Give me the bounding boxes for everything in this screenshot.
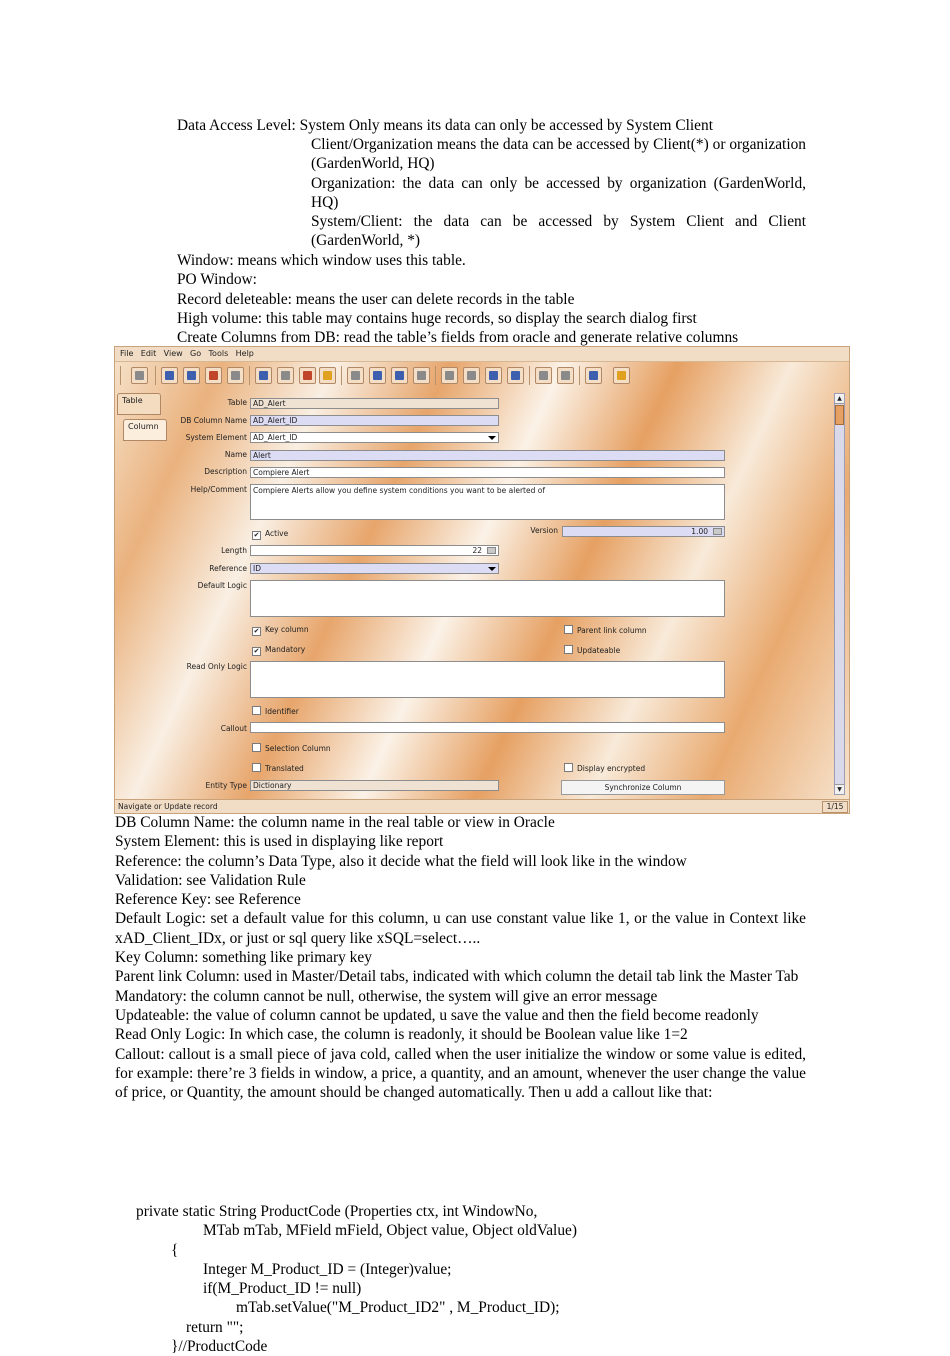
delete-icon[interactable] bbox=[205, 367, 222, 384]
text-line: Create Columns from DB: read the table’s fields from oracle and generate relative columns bbox=[177, 329, 739, 347]
text-line: Reference Key: see Reference bbox=[115, 891, 301, 909]
menu-tools[interactable]: Tools bbox=[208, 349, 229, 358]
reference-select[interactable]: ID bbox=[250, 563, 499, 574]
text-line: Window: means which window uses this table. bbox=[177, 252, 466, 269]
active-checkbox[interactable]: ✔ Active bbox=[253, 529, 289, 539]
data-access-item: System/Client: the data can be accessed by System Client and Client (GardenWorld, *) bbox=[311, 213, 806, 250]
key-column-line: Key Column: something like primary key bbox=[115, 949, 372, 967]
length-label: Length bbox=[221, 546, 247, 555]
attachment-icon[interactable] bbox=[299, 367, 316, 384]
save-icon[interactable] bbox=[227, 367, 244, 384]
read-only-logic-label: Read Only Logic bbox=[186, 662, 247, 671]
menu-bar bbox=[115, 347, 849, 362]
length-field[interactable]: 22 bbox=[250, 545, 499, 556]
parent-link-paragraph: Parent link Column: used in Master/Detail tabs, indicated with which column the detail tab link the Master Tab bbox=[115, 968, 799, 986]
text-line: High volume: this table may contains huge records, so display the search dialog first bbox=[177, 309, 697, 327]
detail-icon[interactable] bbox=[413, 367, 430, 384]
product-info-icon[interactable] bbox=[585, 367, 602, 384]
menu-go[interactable]: Go bbox=[190, 349, 202, 358]
scroll-down-icon[interactable]: ▼ bbox=[835, 784, 844, 794]
next-record-icon[interactable] bbox=[485, 367, 502, 384]
toolbar bbox=[117, 364, 845, 388]
find-icon[interactable] bbox=[277, 367, 294, 384]
undo-icon[interactable] bbox=[131, 367, 148, 384]
version-label: Version bbox=[530, 526, 558, 535]
table-field-descriptions bbox=[177, 251, 817, 347]
translated-checkbox[interactable]: Translated bbox=[252, 763, 304, 773]
grid-toggle-icon[interactable] bbox=[319, 367, 336, 384]
version-field[interactable]: 1.00 bbox=[562, 526, 725, 537]
last-record-icon[interactable] bbox=[507, 367, 524, 384]
reference-label: Reference bbox=[209, 564, 247, 573]
record-counter[interactable]: 1/15 bbox=[822, 801, 848, 813]
name-field[interactable]: Alert bbox=[250, 450, 725, 461]
selection-column-checkbox[interactable]: Selection Column bbox=[252, 743, 331, 753]
system-element-select[interactable]: AD_Alert_ID bbox=[250, 432, 499, 443]
table-field[interactable]: AD_Alert bbox=[250, 398, 499, 409]
callout-label: Callout bbox=[220, 724, 247, 733]
new-record-icon[interactable] bbox=[183, 367, 200, 384]
data-access-options bbox=[311, 135, 806, 251]
chevron-down-icon[interactable] bbox=[486, 565, 497, 572]
calculator-icon[interactable] bbox=[713, 528, 722, 535]
db-column-name-label: DB Column Name bbox=[180, 416, 247, 425]
menu-edit[interactable]: Edit bbox=[140, 349, 157, 358]
history-icon[interactable] bbox=[347, 367, 364, 384]
code-line: Integer M_Product_ID = (Integer)value; bbox=[203, 1260, 452, 1278]
description-field[interactable]: Compiere Alert bbox=[250, 467, 725, 478]
vertical-scrollbar[interactable] bbox=[834, 393, 845, 795]
help-icon[interactable] bbox=[161, 367, 178, 384]
read-only-logic-textarea[interactable] bbox=[250, 661, 725, 698]
default-logic-paragraph: Default Logic: set a default value for this column, u can use constant value like 1, or the value in Context like xAD_Client_IDx, or just or sql query like xSQL=select….. bbox=[115, 910, 806, 947]
callout-paragraph: Callout: callout is a small piece of java cold, called when the user initialize the window or some value is edited, for example: there’re 3 fields in window, a price, a quantity, and an amount, whenever the user change the value of price, or Quantity, the amount should be changed automatically. Then u add a callout like that: bbox=[115, 1045, 806, 1102]
code-line: { bbox=[171, 1241, 179, 1259]
identifier-checkbox[interactable]: Identifier bbox=[252, 706, 299, 716]
scroll-thumb[interactable] bbox=[835, 405, 844, 425]
data-access-item: Client/Organization means the data can be accessed by Client(*) or organization (GardenWorld, HQ) bbox=[311, 136, 806, 173]
column-window-screenshot bbox=[114, 346, 850, 814]
updateable-checkbox[interactable]: Updateable bbox=[564, 645, 620, 655]
check-icon: ✔ bbox=[253, 627, 260, 635]
calculator-icon[interactable] bbox=[487, 547, 496, 554]
menu-help[interactable]: Help bbox=[235, 349, 254, 358]
text-line: Reference: the column’s Data Type, also it decide what the field will look like in the window bbox=[115, 852, 687, 870]
updateable-paragraph: Updateable: the value of column cannot be updated, u save the value and then the field become readonly bbox=[115, 1006, 759, 1024]
code-sample bbox=[115, 1202, 815, 1356]
print-icon[interactable] bbox=[557, 367, 574, 384]
mandatory-line: Mandatory: the column cannot be null, otherwise, the system will give an error message bbox=[115, 987, 658, 1005]
code-line: MTab mTab, MField mField, Object value, Object oldValue) bbox=[203, 1222, 577, 1240]
tab-table[interactable]: Table bbox=[117, 393, 161, 415]
key-column-checkbox[interactable]: ✔ Key column bbox=[253, 625, 309, 635]
callout-field[interactable] bbox=[250, 722, 725, 733]
display-encrypted-checkbox[interactable]: Display encrypted bbox=[564, 763, 645, 773]
status-message: Navigate or Update record bbox=[118, 802, 218, 811]
check-icon: ✔ bbox=[253, 647, 260, 655]
first-record-icon[interactable] bbox=[441, 367, 458, 384]
home-icon[interactable] bbox=[369, 367, 386, 384]
parent-link-checkbox[interactable]: Parent link column bbox=[564, 625, 647, 635]
menu-view[interactable]: View bbox=[163, 349, 183, 358]
code-line: mTab.setValue("M_Product_ID2" , M_Product_ID); bbox=[236, 1299, 560, 1317]
exit-icon[interactable] bbox=[613, 367, 630, 384]
text-line: System Element: this is used in displaying like report bbox=[115, 833, 444, 851]
table-label: Table bbox=[227, 398, 247, 407]
code-line: private static String ProductCode (Properties ctx, int WindowNo, bbox=[136, 1203, 538, 1220]
text-line: DB Column Name: the column name in the real table or view in Oracle bbox=[115, 814, 555, 831]
tab-column[interactable]: Column bbox=[123, 419, 167, 441]
entity-type-field[interactable]: Dictionary bbox=[250, 780, 499, 791]
default-logic-textarea[interactable] bbox=[250, 580, 725, 617]
read-only-logic-line: Read Only Logic: In which case, the column is readonly, it should be Boolean value like 1=2 bbox=[115, 1026, 688, 1044]
previous-record-icon[interactable] bbox=[463, 367, 480, 384]
text-line: PO Window: bbox=[177, 271, 257, 289]
name-label: Name bbox=[224, 450, 247, 459]
data-access-item: Organization: the data can only be accessed by organization (GardenWorld, HQ) bbox=[311, 174, 806, 211]
chevron-down-icon[interactable] bbox=[486, 434, 497, 441]
mandatory-checkbox[interactable]: ✔ Mandatory bbox=[253, 645, 306, 655]
default-logic-label: Default Logic bbox=[197, 581, 247, 590]
text-line: Record deleteable: means the user can delete records in the table bbox=[177, 290, 575, 308]
report-icon[interactable] bbox=[535, 367, 552, 384]
system-element-label: System Element bbox=[185, 433, 247, 442]
status-bar bbox=[115, 799, 849, 813]
check-icon: ✔ bbox=[253, 531, 260, 539]
refresh-icon[interactable] bbox=[255, 367, 272, 384]
code-line: }//ProductCode bbox=[171, 1338, 268, 1356]
parent-icon[interactable] bbox=[391, 367, 408, 384]
db-column-name-field[interactable]: AD_Alert_ID bbox=[250, 415, 499, 426]
description-label: Description bbox=[204, 467, 247, 476]
code-line: return ""; bbox=[186, 1318, 244, 1336]
help-textarea[interactable]: Compiere Alerts allow you define system conditions you want to be alerted of bbox=[250, 484, 725, 520]
entity-type-label: Entity Type bbox=[205, 781, 247, 790]
menu-file[interactable]: File bbox=[120, 349, 134, 358]
code-line: if(M_Product_ID != null) bbox=[203, 1280, 362, 1298]
scroll-up-icon[interactable]: ▲ bbox=[835, 394, 844, 404]
text-line: Validation: see Validation Rule bbox=[115, 871, 306, 889]
column-field-descriptions bbox=[115, 813, 806, 1102]
data-access-first-line: Data Access Level: System Only means its data can only be accessed by System Client bbox=[177, 117, 713, 134]
synchronize-column-button[interactable]: Synchronize Column bbox=[561, 780, 725, 795]
help-label: Help/Comment bbox=[190, 485, 247, 494]
